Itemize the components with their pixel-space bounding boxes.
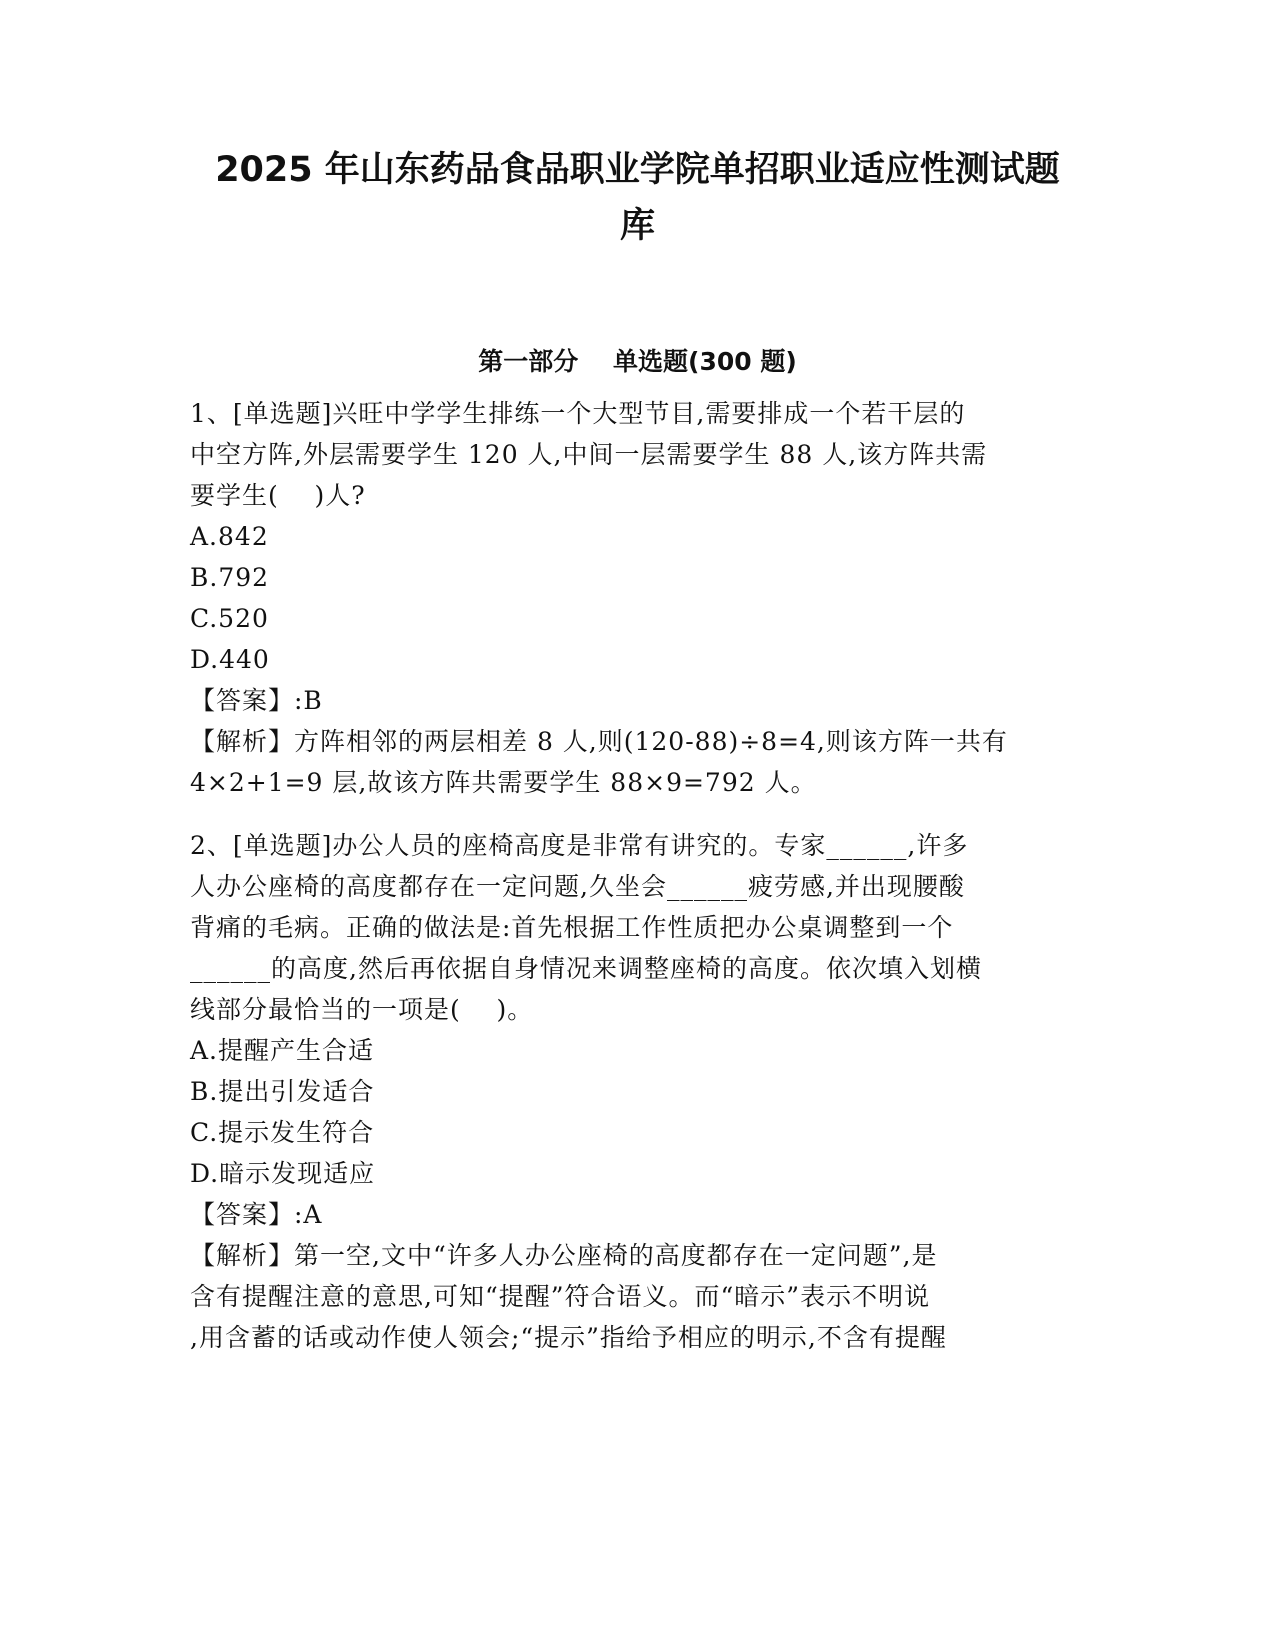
- analysis-line: 含有提醒注意的意思,可知“提醒”符合语义。而“暗示”表示不明说: [190, 1282, 931, 1311]
- analysis-line: ,用含蓄的话或动作使人领会;“提示”指给予相应的明示,不含有提醒: [190, 1323, 947, 1352]
- section-title: 第一部分 单选题(300 题): [478, 347, 797, 376]
- analysis-line: 【解析】方阵相邻的两层相差 8 人,则(120-88)÷8=4,则该方阵一共有: [190, 727, 1008, 756]
- option-d: D.440: [190, 645, 270, 674]
- option-c: C.520: [190, 604, 269, 633]
- question-stem-line: 要学生( )人?: [190, 481, 366, 510]
- question-stem-line: 1、[单选题]兴旺中学学生排练一个大型节目,需要排成一个若干层的: [190, 399, 966, 428]
- document-title-line: 2025 年山东药品食品职业学院单招职业适应性测试题: [215, 150, 1060, 190]
- analysis-line: 【解析】第一空,文中“许多人办公座椅的高度都存在一定问题”,是: [190, 1241, 938, 1270]
- option-c: C.提示发生符合: [190, 1118, 375, 1147]
- document-title-line: 库: [619, 206, 655, 246]
- document-title: [190, 142, 1085, 254]
- answer-line: 【答案】:A: [190, 1200, 323, 1229]
- question-stem-line: 线部分最恰当的一项是( )。: [190, 995, 534, 1024]
- answer-line: 【答案】:B: [190, 686, 323, 715]
- question-stem-line: ______的高度,然后再依据自身情况来调整座椅的高度。依次填入划横: [190, 954, 982, 983]
- analysis-line: 4×2+1=9 层,故该方阵共需要学生 88×9=792 人。: [190, 768, 817, 797]
- option-b: B.提出引发适合: [190, 1077, 375, 1106]
- option-a: A.提醒产生合适: [190, 1036, 375, 1065]
- question-stem-line: 背痛的毛病。正确的做法是:首先根据工作性质把办公桌调整到一个: [190, 913, 954, 942]
- question-stem-line: 2、[单选题]办公人员的座椅高度是非常有讲究的。专家______,许多: [190, 831, 969, 860]
- option-d: D.暗示发现适应: [190, 1159, 376, 1188]
- option-b: B.792: [190, 563, 270, 592]
- option-a: A.842: [190, 522, 269, 551]
- question-stem-line: 中空方阵,外层需要学生 120 人,中间一层需要学生 88 人,该方阵共需: [190, 440, 988, 469]
- question-stem-line: 人办公座椅的高度都存在一定问题,久坐会______疲劳感,并出现腰酸: [190, 872, 965, 901]
